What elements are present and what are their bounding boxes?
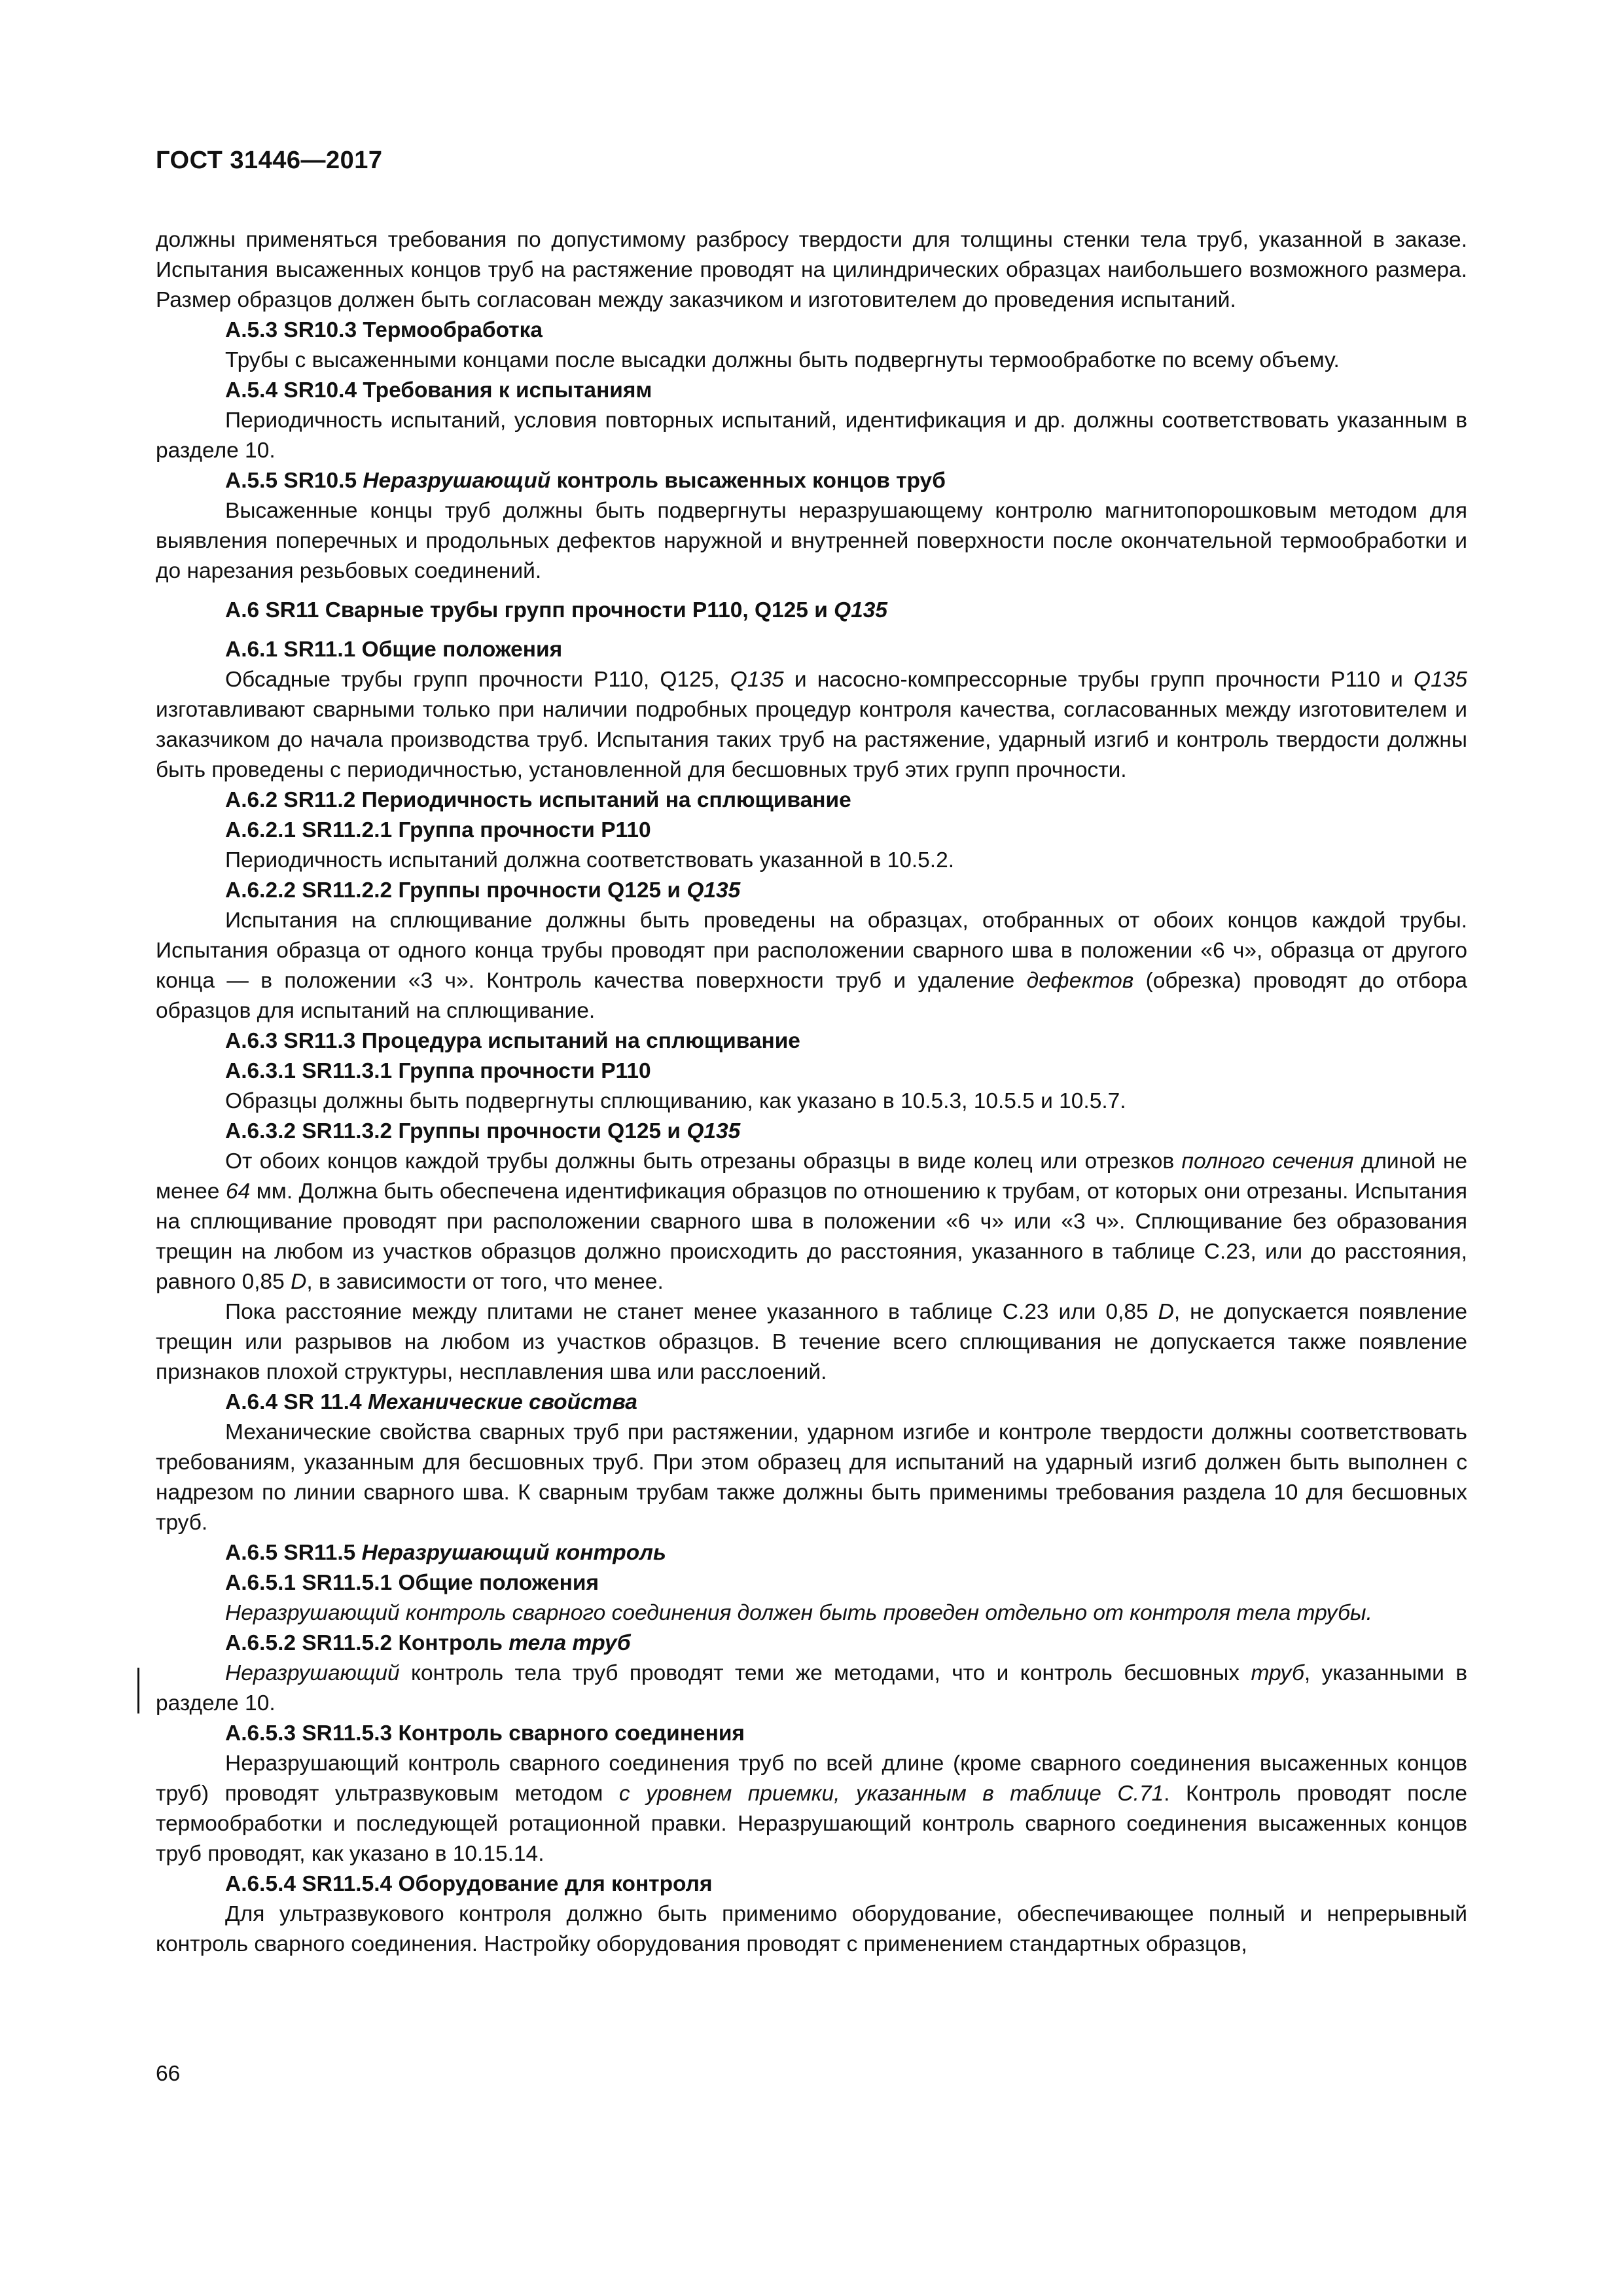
- italic-text: тела труб: [508, 1631, 631, 1655]
- section-heading: [156, 1117, 1467, 1147]
- body-paragraph: [156, 1659, 1467, 1719]
- italic-text: Q135: [834, 598, 888, 622]
- body-paragraph: [156, 496, 1467, 586]
- text-run: должны применяться требования по допустимому разбросу твердости для толщины стенки тела труб, указанной в заказе. Испытания высаженных концов труб на растяжение проводят на цилиндрических образцах наибольшего возможного размера. Размер образцов должен быть согласован между заказчиком и изготовителем до проведения испытаний.: [156, 228, 1467, 312]
- text-run: А.6.3.1 SR11.3.1 Группа прочности Р110: [225, 1059, 651, 1083]
- text-run: А.6.3.2 SR11.3.2 Группы прочности Q125 и: [225, 1119, 687, 1143]
- body-paragraph: [156, 346, 1467, 376]
- text-run: От обоих концов каждой трубы должны быть отрезаны образцы в виде колец или отрезков: [225, 1149, 1182, 1174]
- text-run: , не допускается появление трещин или разрывов на любом из участков образцов. В течение всего сплющивания не допускается также появление признаков плохой структуры, несплавления шва или расслоений.: [156, 1300, 1467, 1384]
- text-run: Обсадные трубы групп прочности Р110, Q125,: [225, 668, 730, 692]
- italic-text: D: [1158, 1300, 1174, 1324]
- text-run: А.5.3 SR10.3 Термообработка: [225, 318, 543, 342]
- section-heading: [156, 1628, 1467, 1659]
- section-heading: [156, 876, 1467, 906]
- section-heading: [156, 596, 1467, 626]
- italic-text: 64: [225, 1179, 251, 1204]
- body-paragraph: [156, 906, 1467, 1026]
- section-heading: [156, 1056, 1467, 1086]
- section-heading: [156, 466, 1467, 496]
- section-heading: [156, 1026, 1467, 1056]
- body-paragraph: [156, 1297, 1467, 1388]
- text-run: А.6.2.1 SR11.2.1 Группа прочности Р110: [225, 818, 651, 842]
- section-heading: [156, 315, 1467, 346]
- body-paragraph: [156, 1086, 1467, 1117]
- text-run: А.6.5.1 SR11.5.1 Общие положения: [225, 1571, 599, 1595]
- text-run: А.6.4 SR 11.4: [225, 1390, 368, 1414]
- body-paragraph: [156, 1598, 1467, 1628]
- italic-text: D: [291, 1270, 307, 1294]
- text-run: Механические свойства сварных труб при растяжении, ударном изгибе и контроле твердости должны соответствовать требованиям, указанным для бесшовных труб. При этом образец для испытаний на ударный изгиб должен быть выполнен с надрезом по линии сварного шва. К сварным трубам также должны быть применимы требования раздела 10 для бесшовных труб.: [156, 1420, 1467, 1535]
- section-heading: [156, 1869, 1467, 1899]
- change-marker-bar: [137, 1668, 139, 1713]
- text-run: Образцы должны быть подвергнуты сплющиванию, как указано в 10.5.3, 10.5.5 и 10.5.7.: [225, 1089, 1126, 1113]
- text-run: Для ультразвукового контроля должно быть применимо оборудование, обеспечивающее полный и непрерывный контроль сварного соединения. Настройку оборудования проводят с применением стандартных образцов,: [156, 1902, 1467, 1956]
- text-run: изготавливают сварными только при наличии подробных процедур контроля качества, согласованных между изготовителем и заказчиком до начала производства труб. Испытания таких труб на растяжение, ударный изгиб и контроль твердости должны быть проведены с периодичностью, установленной для бесшовных труб этих групп прочности.: [156, 698, 1467, 782]
- text-run: А.5.4 SR10.4 Требования к испытаниям: [225, 378, 652, 403]
- body-paragraph: [156, 406, 1467, 466]
- text-run: , в зависимости от того, что менее.: [306, 1270, 664, 1294]
- text-run: А.6.5.2 SR11.5.2 Контроль: [225, 1631, 509, 1655]
- text-run: и насосно-компрессорные трубы групп прочности Р110 и: [783, 668, 1414, 692]
- text-run: Периодичность испытаний, условия повторных испытаний, идентификация и др. должны соответствовать указанным в разделе 10.: [156, 408, 1467, 463]
- italic-text: труб: [1251, 1661, 1304, 1685]
- body-paragraph: [156, 1749, 1467, 1869]
- body-paragraph: [156, 1418, 1467, 1538]
- text-run: Испытания на сплющивание должны быть проведены на образцах, отобранных от обоих концов каждой трубы. Испытания образца от одного конца трубы проводят при расположении сварного шва в положении «6 ч», образца от другого конца — в положении «3 ч». Контроль качества поверхности труб и удаление: [156, 908, 1467, 993]
- text-run: А.6.3 SR11.3 Процедура испытаний на сплющивание: [225, 1029, 800, 1053]
- section-heading: [156, 1538, 1467, 1568]
- italic-text: с уровнем приемки, указанным в таблице С.71: [618, 1782, 1164, 1806]
- section-heading: [156, 376, 1467, 406]
- italic-text: Неразрушающий: [363, 469, 551, 493]
- text-run: мм. Должна быть обеспечена идентификация образцов по отношению к трубам, от которых они отрезаны. Испытания на сплющивание проводят при расположении сварного шва в положении «6 ч» или «3 ч». Сплющивание без образования трещин на любом из участков образцов должно происходить до расстояния, указанного в таблице С.23, или до расстояния, равного 0,85: [156, 1179, 1468, 1294]
- text-run: Трубы с высаженными концами после высадки должны быть подвергнуты термообработке по всему объему.: [225, 348, 1340, 372]
- italic-text: Q135: [730, 668, 784, 692]
- body-paragraph: [156, 846, 1467, 876]
- body-paragraph: [156, 665, 1467, 785]
- text-run: Пока расстояние между плитами не станет менее указанного в таблице С.23 или 0,85: [225, 1300, 1158, 1324]
- text-run: контроль тела труб проводят теми же методами, что и контроль бесшовных: [399, 1661, 1251, 1685]
- italic-text: Механические свойства: [367, 1390, 637, 1414]
- italic-text: Q135: [1414, 668, 1467, 692]
- section-heading: [156, 816, 1467, 846]
- text-run: Неразрушающий контроль сварного соединения труб по всей длине (кроме сварного соединения высаженных концов труб) проводят ультразвуковым методом: [156, 1751, 1467, 1806]
- italic-text: Неразрушающий контроль: [361, 1541, 666, 1565]
- text-run: А.6 SR11 Сварные трубы групп прочности Р110, Q125 и: [225, 598, 834, 622]
- section-heading: [156, 635, 1467, 665]
- text-run: Высаженные концы труб должны быть подвергнуты неразрушающему контролю магнитопорошковым методом для выявления поперечных и продольных дефектов наружной и внутренней поверхности после окончательной термообработки и до нарезания резьбовых соединений.: [156, 499, 1467, 583]
- italic-text: Q135: [687, 1119, 741, 1143]
- section-heading: [156, 785, 1467, 816]
- section-heading: [156, 1388, 1467, 1418]
- document-title: ГОСТ 31446—2017: [156, 147, 383, 174]
- italic-text: дефектов: [1026, 969, 1134, 993]
- italic-text: полного сечения: [1181, 1149, 1354, 1174]
- section-heading: [156, 1719, 1467, 1749]
- text-run: А.6.1 SR11.1 Общие положения: [225, 637, 563, 662]
- text-run: Периодичность испытаний должна соответствовать указанной в 10.5.2.: [225, 848, 955, 872]
- text-run: контроль высаженных концов труб: [550, 469, 946, 493]
- text-run: А.6.2.2 SR11.2.2 Группы прочности Q125 и: [225, 878, 687, 903]
- body-paragraph: [156, 1899, 1467, 1960]
- page-number: 66: [156, 2062, 181, 2086]
- italic-text: Неразрушающий контроль сварного соединения должен быть проведен отдельно от контроля тела трубы.: [225, 1601, 1372, 1625]
- text-run: А.6.5 SR11.5: [225, 1541, 362, 1565]
- text-run: А.6.2 SR11.2 Периодичность испытаний на сплющивание: [225, 788, 851, 812]
- text-run: , указанными в разделе 10.: [156, 1661, 1467, 1715]
- body-paragraph: [156, 225, 1467, 315]
- text-run: А.5.5 SR10.5: [225, 469, 363, 493]
- italic-text: Q135: [687, 878, 741, 903]
- italic-text: Неразрушающий: [225, 1661, 400, 1685]
- body-paragraph: [156, 1147, 1467, 1297]
- text-run: длиной не менее: [156, 1149, 1467, 1204]
- text-run: А.6.5.4 SR11.5.4 Оборудование для контроля: [225, 1872, 713, 1896]
- text-run: (обрезка) проводят до отбора образцов для испытаний на сплющивание.: [156, 969, 1467, 1023]
- section-heading: [156, 1568, 1467, 1598]
- text-run: А.6.5.3 SR11.5.3 Контроль сварного соединения: [225, 1721, 745, 1746]
- document-body: [156, 225, 1467, 1960]
- text-run: . Контроль проводят после термообработки и последующей ротационной правки. Неразрушающий контроль сварного соединения высаженных концов труб проводят, как указано в 10.15.14.: [156, 1782, 1467, 1866]
